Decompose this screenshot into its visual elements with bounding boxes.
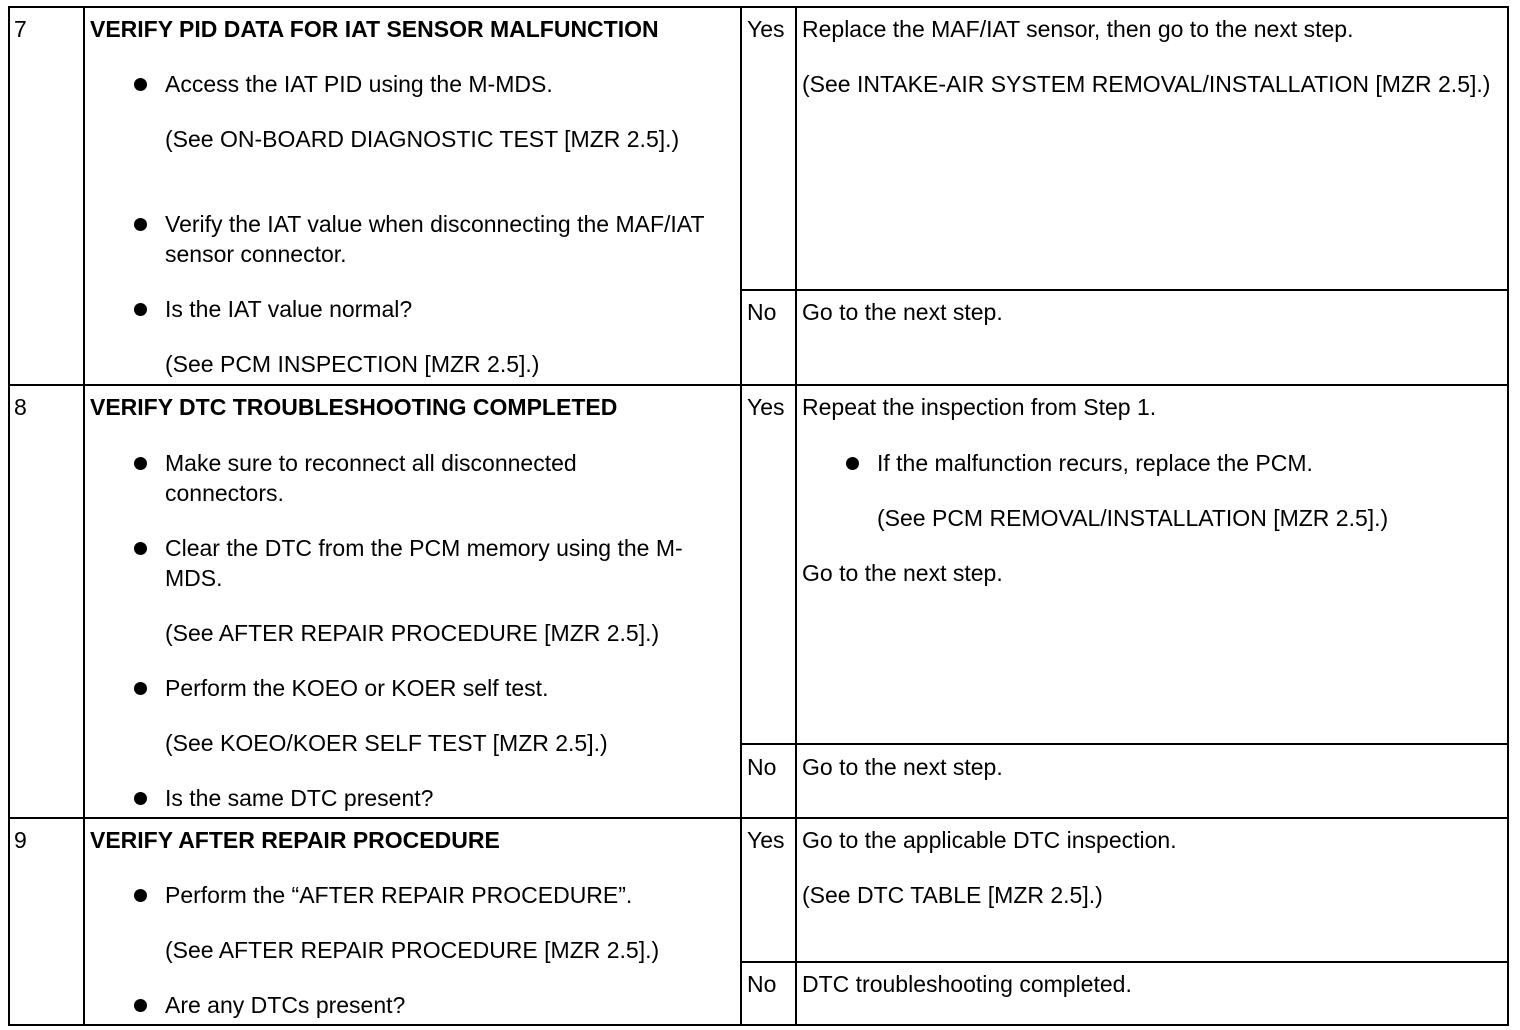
step-item: Clear the DTC from the PCM memory using the M-MDS.: [165, 535, 683, 591]
yes-reference: (See INTAKE-AIR SYSTEM REMOVAL/INSTALLATION [MZR 2.5].): [802, 71, 1491, 97]
no-label: No: [747, 754, 777, 780]
no-action: Go to the next step.: [802, 754, 1003, 780]
step-item: Is the IAT value normal?: [165, 296, 413, 322]
bullet-icon: [134, 78, 147, 91]
bullet-icon: [134, 682, 147, 695]
step-item: Make sure to reconnect all disconnected connectors.: [165, 450, 577, 506]
step-item: Perform the “AFTER REPAIR PROCEDURE”.: [165, 882, 633, 908]
step-reference: (See AFTER REPAIR PROCEDURE [MZR 2.5].): [165, 937, 660, 963]
step-item: Are any DTCs present?: [165, 992, 406, 1018]
yes-reference: (See DTC TABLE [MZR 2.5].): [802, 882, 1103, 908]
yes-bullet: If the malfunction recurs, replace the PCM.: [877, 450, 1313, 476]
bullet-icon: [134, 792, 147, 805]
yes-bullet-reference: (See PCM REMOVAL/INSTALLATION [MZR 2.5].): [877, 505, 1389, 531]
no-label: No: [747, 299, 777, 325]
step-row-7: [10, 8, 1507, 384]
step-row-9: [10, 817, 1507, 1024]
bullet-icon: [134, 999, 147, 1012]
step-title: VERIFY PID DATA FOR IAT SENSOR MALFUNCTION: [90, 16, 659, 42]
yes-action: Replace the MAF/IAT sensor, then go to the next step.: [802, 16, 1354, 42]
step-number: 8: [14, 394, 27, 420]
bullet-icon: [134, 457, 147, 470]
yes-label: Yes: [747, 16, 785, 42]
step-number: 7: [14, 16, 27, 42]
step-reference: (See AFTER REPAIR PROCEDURE [MZR 2.5].): [165, 620, 660, 646]
yes-label: Yes: [747, 394, 785, 420]
yes-action: Go to the applicable DTC inspection.: [802, 827, 1177, 853]
yes-next: Go to the next step.: [802, 560, 1003, 586]
step-item: Verify the IAT value when disconnecting the MAF/IAT sensor connector.: [165, 211, 705, 267]
bullet-icon: [134, 218, 147, 231]
step-number: 9: [14, 827, 27, 853]
bullet-icon: [134, 542, 147, 555]
no-action: Go to the next step.: [802, 299, 1003, 325]
step-item: Access the IAT PID using the M-MDS.: [165, 71, 553, 97]
bullet-icon: [134, 889, 147, 902]
bullet-icon: [134, 303, 147, 316]
step-item: Perform the KOEO or KOER self test.: [165, 675, 549, 701]
step-reference: (See PCM INSPECTION [MZR 2.5].): [165, 351, 540, 377]
step-title: VERIFY AFTER REPAIR PROCEDURE: [90, 827, 500, 853]
step-reference: (See ON-BOARD DIAGNOSTIC TEST [MZR 2.5].): [165, 126, 680, 152]
step-title: VERIFY DTC TROUBLESHOOTING COMPLETED: [90, 394, 618, 420]
bullet-icon: [846, 457, 859, 470]
no-label: No: [747, 971, 777, 997]
step-row-8: [10, 384, 1507, 817]
diagnostic-table: [8, 6, 1509, 1026]
no-action: DTC troubleshooting completed.: [802, 971, 1132, 997]
step-reference: (See KOEO/KOER SELF TEST [MZR 2.5].): [165, 730, 608, 756]
yes-label: Yes: [747, 827, 785, 853]
step-item: Is the same DTC present?: [165, 785, 434, 811]
yes-action: Repeat the inspection from Step 1.: [802, 394, 1157, 420]
